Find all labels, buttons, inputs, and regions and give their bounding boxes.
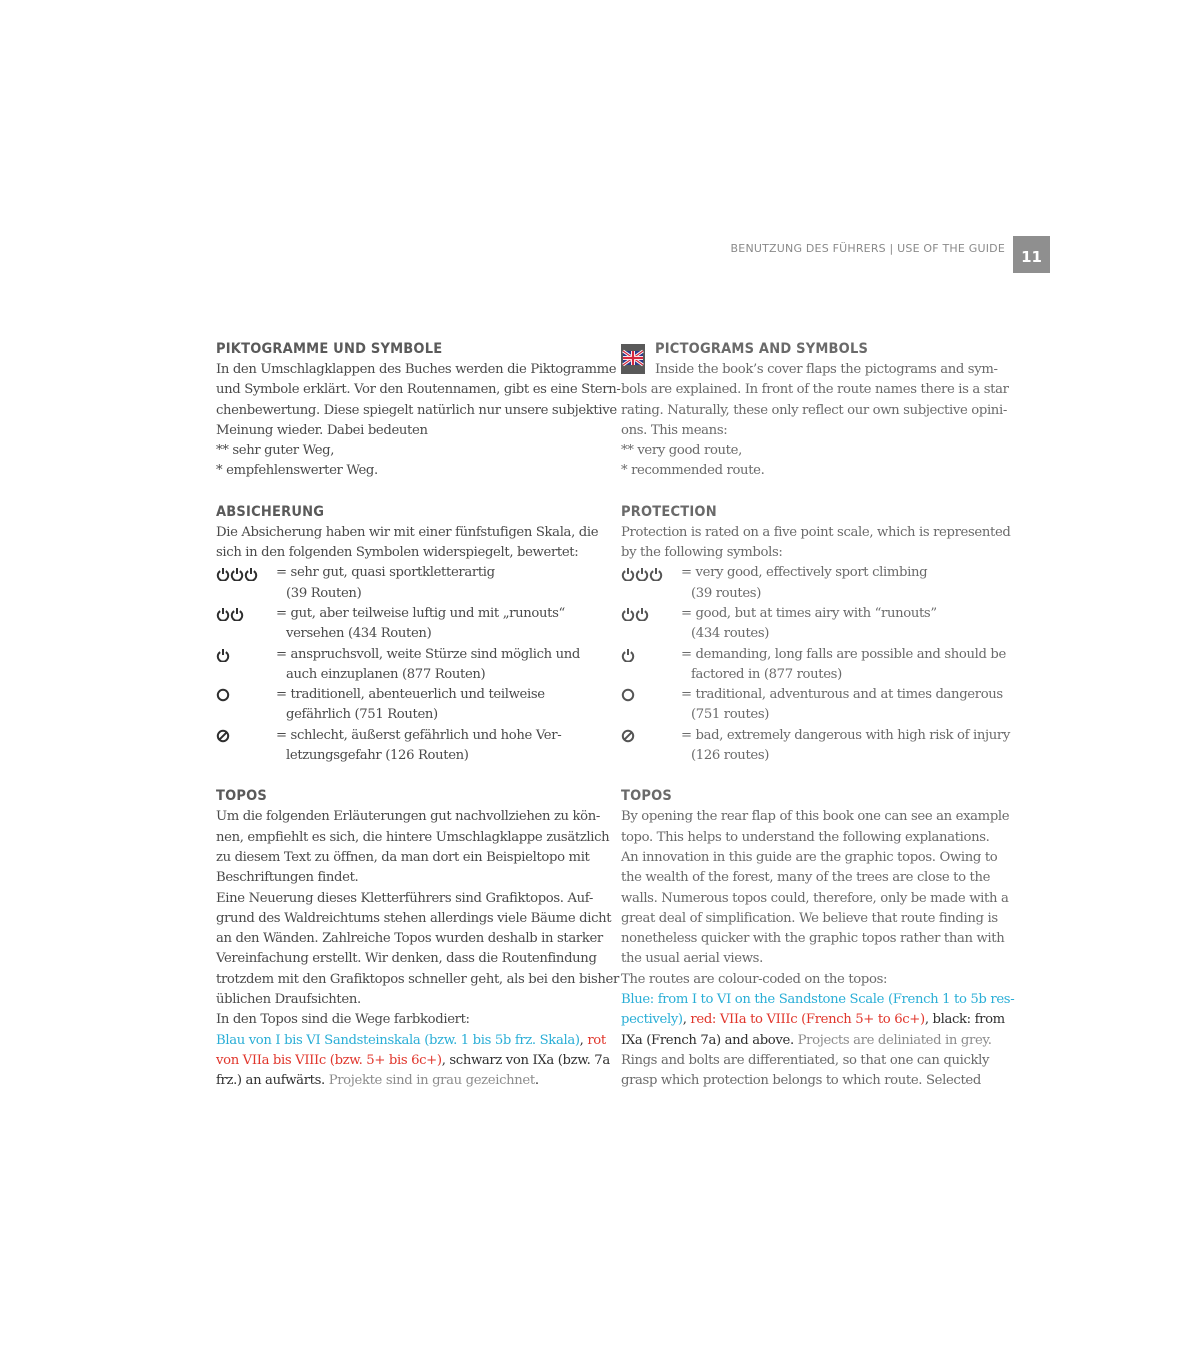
en-prot-line: = good, but at times airy with “runouts” [681, 605, 937, 621]
en-blue-routes: pectively) [621, 1012, 683, 1028]
de-colour-code-line [216, 1051, 610, 1071]
de-prot-line: auch einzuplanen (877 Routen) [286, 666, 486, 682]
de-topos-line: Eine Neuerung dieses Kletterführers sind Grafiktopos. Auf- [216, 890, 593, 906]
en-topos-line: the wealth of the forest, many of the trees are close to the [621, 870, 991, 886]
de-topos-section [216, 785, 619, 1091]
slashed-ring-icon [621, 726, 681, 746]
de-period: . [534, 1073, 539, 1089]
double-bolt-icon [216, 604, 276, 624]
de-topos-line: Beschriftungen findet. [216, 870, 359, 886]
de-prot-line: gefährlich (751 Routen) [286, 707, 438, 723]
de-prot-line: = traditionell, abenteuerlich und teilweise [276, 687, 545, 703]
de-prot-item [216, 645, 604, 686]
triple-bolt-icon [216, 563, 276, 583]
de-colour-code-line [216, 1031, 604, 1051]
triple-bolt-icon [621, 563, 681, 583]
de-prot-line: = sehr gut, quasi sportkletterartig [276, 565, 495, 581]
en-topos-line: walls. Numerous topos could, therefore, only be made with a [621, 890, 1009, 906]
en-blue-routes: Blue: from I to VI on the Sandstone Scale (French 1 to 5b res- [621, 992, 1015, 1008]
en-colour-code-line [621, 1031, 1009, 1051]
en-topos-line: By opening the rear flap of this book one can see an example [621, 809, 1010, 825]
en-topos-line: great deal of simplification. We believe that route finding is [621, 910, 998, 926]
en-prot-line: (126 routes) [691, 748, 770, 764]
de-pictograms-section [216, 338, 621, 482]
de-prot-line: (39 Routen) [286, 585, 362, 601]
en-protection-title: PROTECTION [621, 503, 717, 520]
de-pict-line: In den Umschlagklappen des Buches werden die Piktogramme [216, 362, 617, 377]
ring-icon [216, 685, 276, 705]
de-prot-item [216, 563, 604, 604]
de-pict-line: * empfehlenswerter Weg. [216, 463, 378, 479]
en-pict-line: * recommended route. [621, 463, 765, 479]
de-topos-line: In den Topos sind die Wege farbkodiert: [216, 1012, 470, 1028]
en-protection-section [621, 501, 1009, 767]
de-grey-projects: Projekte sind in grau gezeichnet [328, 1073, 535, 1089]
german-column [216, 338, 621, 1111]
single-bolt-icon [621, 645, 681, 665]
page-header [600, 236, 1050, 273]
de-pict-line: Meinung wieder. Dabei bedeuten [216, 422, 428, 438]
uk-flag-icon [621, 344, 645, 374]
en-grey-projects: Projects are deliniated in grey. [797, 1032, 992, 1048]
de-black-routes: , schwarz von IXa (bzw. 7a [441, 1052, 610, 1068]
english-column [621, 338, 1015, 1111]
en-pict-line: Inside the book’s cover flaps the pictograms and sym- [655, 362, 998, 377]
en-prot-line: (434 routes) [691, 626, 770, 642]
en-colour-code-line [621, 1010, 1009, 1030]
en-prot-line: = bad, extremely dangerous with high risk of injury [681, 727, 1010, 743]
en-colour-code-line [621, 990, 1015, 1010]
en-prot-intro: Protection is rated on a five point scale, which is represented [621, 524, 1011, 540]
en-prot-line: (751 routes) [691, 707, 770, 723]
en-prot-item [621, 604, 1009, 645]
de-protection-section [216, 501, 604, 767]
slashed-ring-icon [216, 726, 276, 746]
de-pict-line: und Symbole erklärt. Vor den Routennamen, gibt es eine Stern- [216, 382, 621, 398]
single-bolt-icon [216, 645, 276, 665]
de-topos-line: trotzdem mit den Grafiktopos schneller geht, als bei den bisher [216, 971, 619, 987]
en-prot-item [621, 726, 1009, 767]
en-prot-line: factored in (877 routes) [691, 666, 842, 682]
de-topos-line: üblichen Draufsichten. [216, 992, 361, 1008]
en-topos-line: the usual aerial views. [621, 951, 763, 967]
de-prot-item [216, 604, 604, 645]
de-topos-line: nen, empfiehlt es sich, die hintere Umschlagklappe zusätzlich [216, 829, 610, 845]
en-pict-line: rating. Naturally, these only reflect our own subjective opini- [621, 402, 1007, 418]
en-prot-item [621, 563, 1009, 604]
en-prot-item [621, 645, 1009, 686]
de-topos-line: Um die folgenden Erläuterungen gut nachvollziehen zu kön- [216, 809, 601, 825]
en-black-routes: IXa (French 7a) and above. [621, 1032, 798, 1048]
en-topos-line: nonetheless quicker with the graphic topos rather than with [621, 931, 1005, 947]
de-blue-routes: Blau von I bis VI Sandsteinskala (bzw. 1 bis 5b frz. Skala) [216, 1032, 580, 1048]
en-red-routes: red: VIIa to VIIIc (French 5+ to 6c+) [690, 1012, 925, 1028]
en-topos-line: grasp which protection belongs to which route. Selected [621, 1073, 981, 1089]
en-prot-line: = very good, effectively sport climbing [681, 565, 928, 581]
de-pict-line: chenbewertung. Diese spiegelt natürlich nur unsere subjektive [216, 402, 617, 418]
en-prot-line: = demanding, long falls are possible and should be [681, 646, 1006, 662]
en-pictograms-section [621, 338, 1009, 482]
de-pictograms-title: PIKTOGRAMME UND SYMBOLE [216, 341, 443, 357]
de-prot-item [216, 726, 604, 767]
page-number: 11 [1013, 236, 1050, 273]
en-topos-line: An innovation in this guide are the graphic topos. Owing to [621, 849, 998, 865]
de-topos-line: grund des Waldreichtums stehen allerdings viele Bäume dicht [216, 910, 612, 926]
de-prot-intro: sich in den folgenden Symbolen widerspiegelt, bewertet: [216, 545, 579, 561]
en-topos-line: Rings and bolts are differentiated, so that one can quickly [621, 1052, 990, 1068]
en-topos-section [621, 785, 1015, 1091]
en-topos-line: topo. This helps to understand the following explanations. [621, 829, 990, 845]
en-prot-line: (39 routes) [691, 585, 762, 601]
running-head: BENUTZUNG DES FÜHRERS | USE OF THE GUIDE [730, 242, 1005, 255]
double-bolt-icon [621, 604, 681, 624]
de-colour-code-line [216, 1071, 604, 1091]
de-topos-line: Vereinfachung erstellt. Wir denken, dass die Routenfindung [216, 951, 597, 967]
de-red-routes: rot [587, 1032, 606, 1048]
en-pict-line: ** very good route, [621, 443, 742, 459]
de-black-routes: frz.) an aufwärts. [216, 1073, 329, 1089]
de-prot-line: = schlecht, äußerst gefährlich und hohe Ver- [276, 727, 562, 743]
en-topos-line: The routes are colour-coded on the topos: [621, 971, 888, 987]
en-prot-line: = traditional, adventurous and at times dangerous [681, 687, 1003, 703]
de-red-routes: von VIIa bis VIIIc (bzw. 5+ bis 6c+) [216, 1052, 442, 1068]
en-pictograms-title: PICTOGRAMS AND SYMBOLS [655, 341, 869, 357]
de-prot-line: = gut, aber teilweise luftig und mit „runouts“ [276, 605, 565, 621]
de-prot-item [216, 685, 604, 726]
de-prot-line: = anspruchsvoll, weite Stürze sind möglich und [276, 646, 580, 662]
de-prot-line: letzungsgefahr (126 Routen) [286, 748, 469, 764]
en-topos-title: TOPOS [621, 788, 673, 805]
en-prot-item [621, 685, 1009, 726]
en-pict-line: bols are explained. In front of the route names there is a star [621, 382, 1009, 398]
de-separator: , [579, 1032, 588, 1048]
de-topos-line: zu diesem Text zu öffnen, da man dort ein Beispieltopo mit [216, 849, 590, 865]
en-separator: , [682, 1012, 691, 1028]
ring-icon [621, 685, 681, 705]
en-pict-line: ons. This means: [621, 422, 728, 438]
en-black-routes: , black: from [924, 1012, 1005, 1028]
de-protection-title: ABSICHERUNG [216, 503, 325, 520]
de-topos-line: an den Wänden. Zahlreiche Topos wurden deshalb in starker [216, 931, 603, 947]
en-prot-intro: by the following symbols: [621, 545, 783, 561]
de-topos-title: TOPOS [216, 788, 268, 805]
de-prot-intro: Die Absicherung haben wir mit einer fünfstufigen Skala, die [216, 524, 599, 540]
de-pict-line: ** sehr guter Weg, [216, 443, 335, 459]
de-prot-line: versehen (434 Routen) [286, 626, 432, 642]
